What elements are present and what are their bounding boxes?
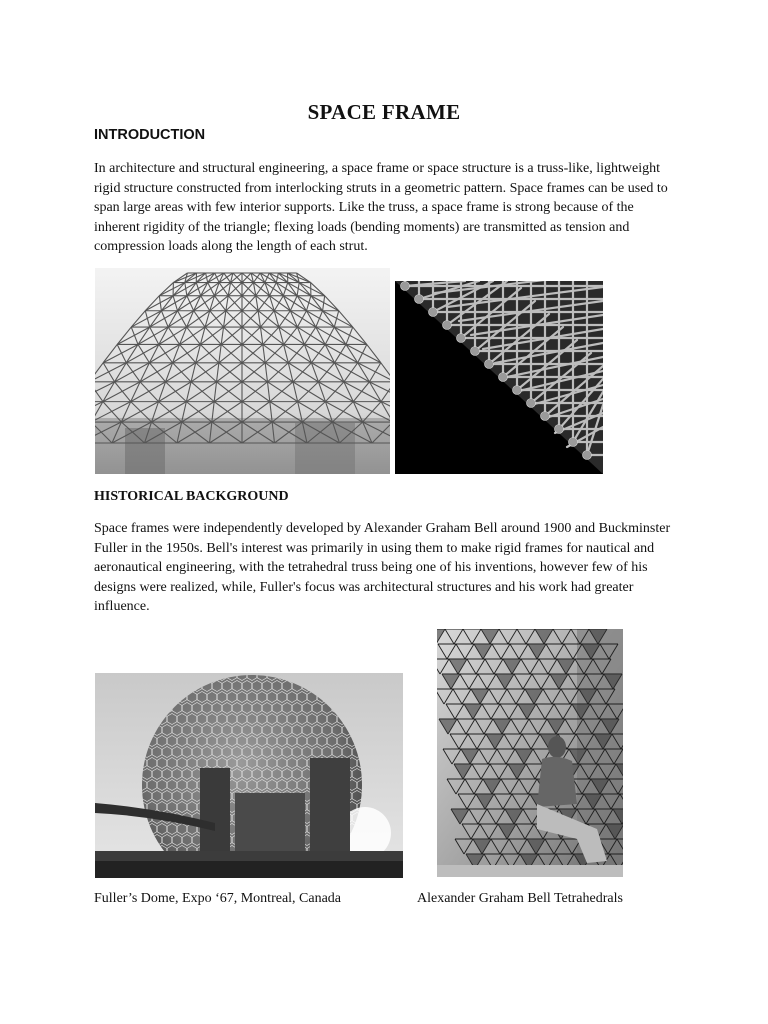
fullers-dome-caption: Fuller’s Dome, Expo ‘67, Montreal, Canada xyxy=(94,891,342,906)
page-title: SPACE FRAME xyxy=(307,100,461,125)
bell-tetrahedrals-caption: Alexander Graham Bell Tetrahedrals xyxy=(417,891,623,906)
space-frame-ceiling-photo xyxy=(95,268,390,474)
introduction-paragraph: In architecture and structural engineering, a space frame or space structure is a truss-like, lightweight rigid structure constructed from interlocking struts in a geometric pattern. Space frames can be used to span large areas with few interior supports. Like the truss, a space frame is strong because of the inherent rigidity of the triangle; flexing loads (bending moments) are transmitted as tension and compression loads along the length of each strut. xyxy=(94,161,668,254)
historical-background-paragraph: Space frames were independently developed by Alexander Graham Bell around 1900 and Buckminster Fuller in the 1950s. Bell's interest was primarily in using them to make rigid frames for nautical and aeronautical engineering, with the tetrahedral truss being one of his inventions, however few of his designs were realized, while, Fuller's focus was architectural structures and his work had greater influence. xyxy=(94,521,671,614)
space-frame-model-render xyxy=(395,281,603,474)
introduction-heading: INTRODUCTION xyxy=(94,127,206,143)
bell-tetrahedrals-photo xyxy=(437,629,623,877)
historical-background-heading: HISTORICAL BACKGROUND xyxy=(94,489,289,504)
fullers-dome-photo xyxy=(95,673,403,878)
